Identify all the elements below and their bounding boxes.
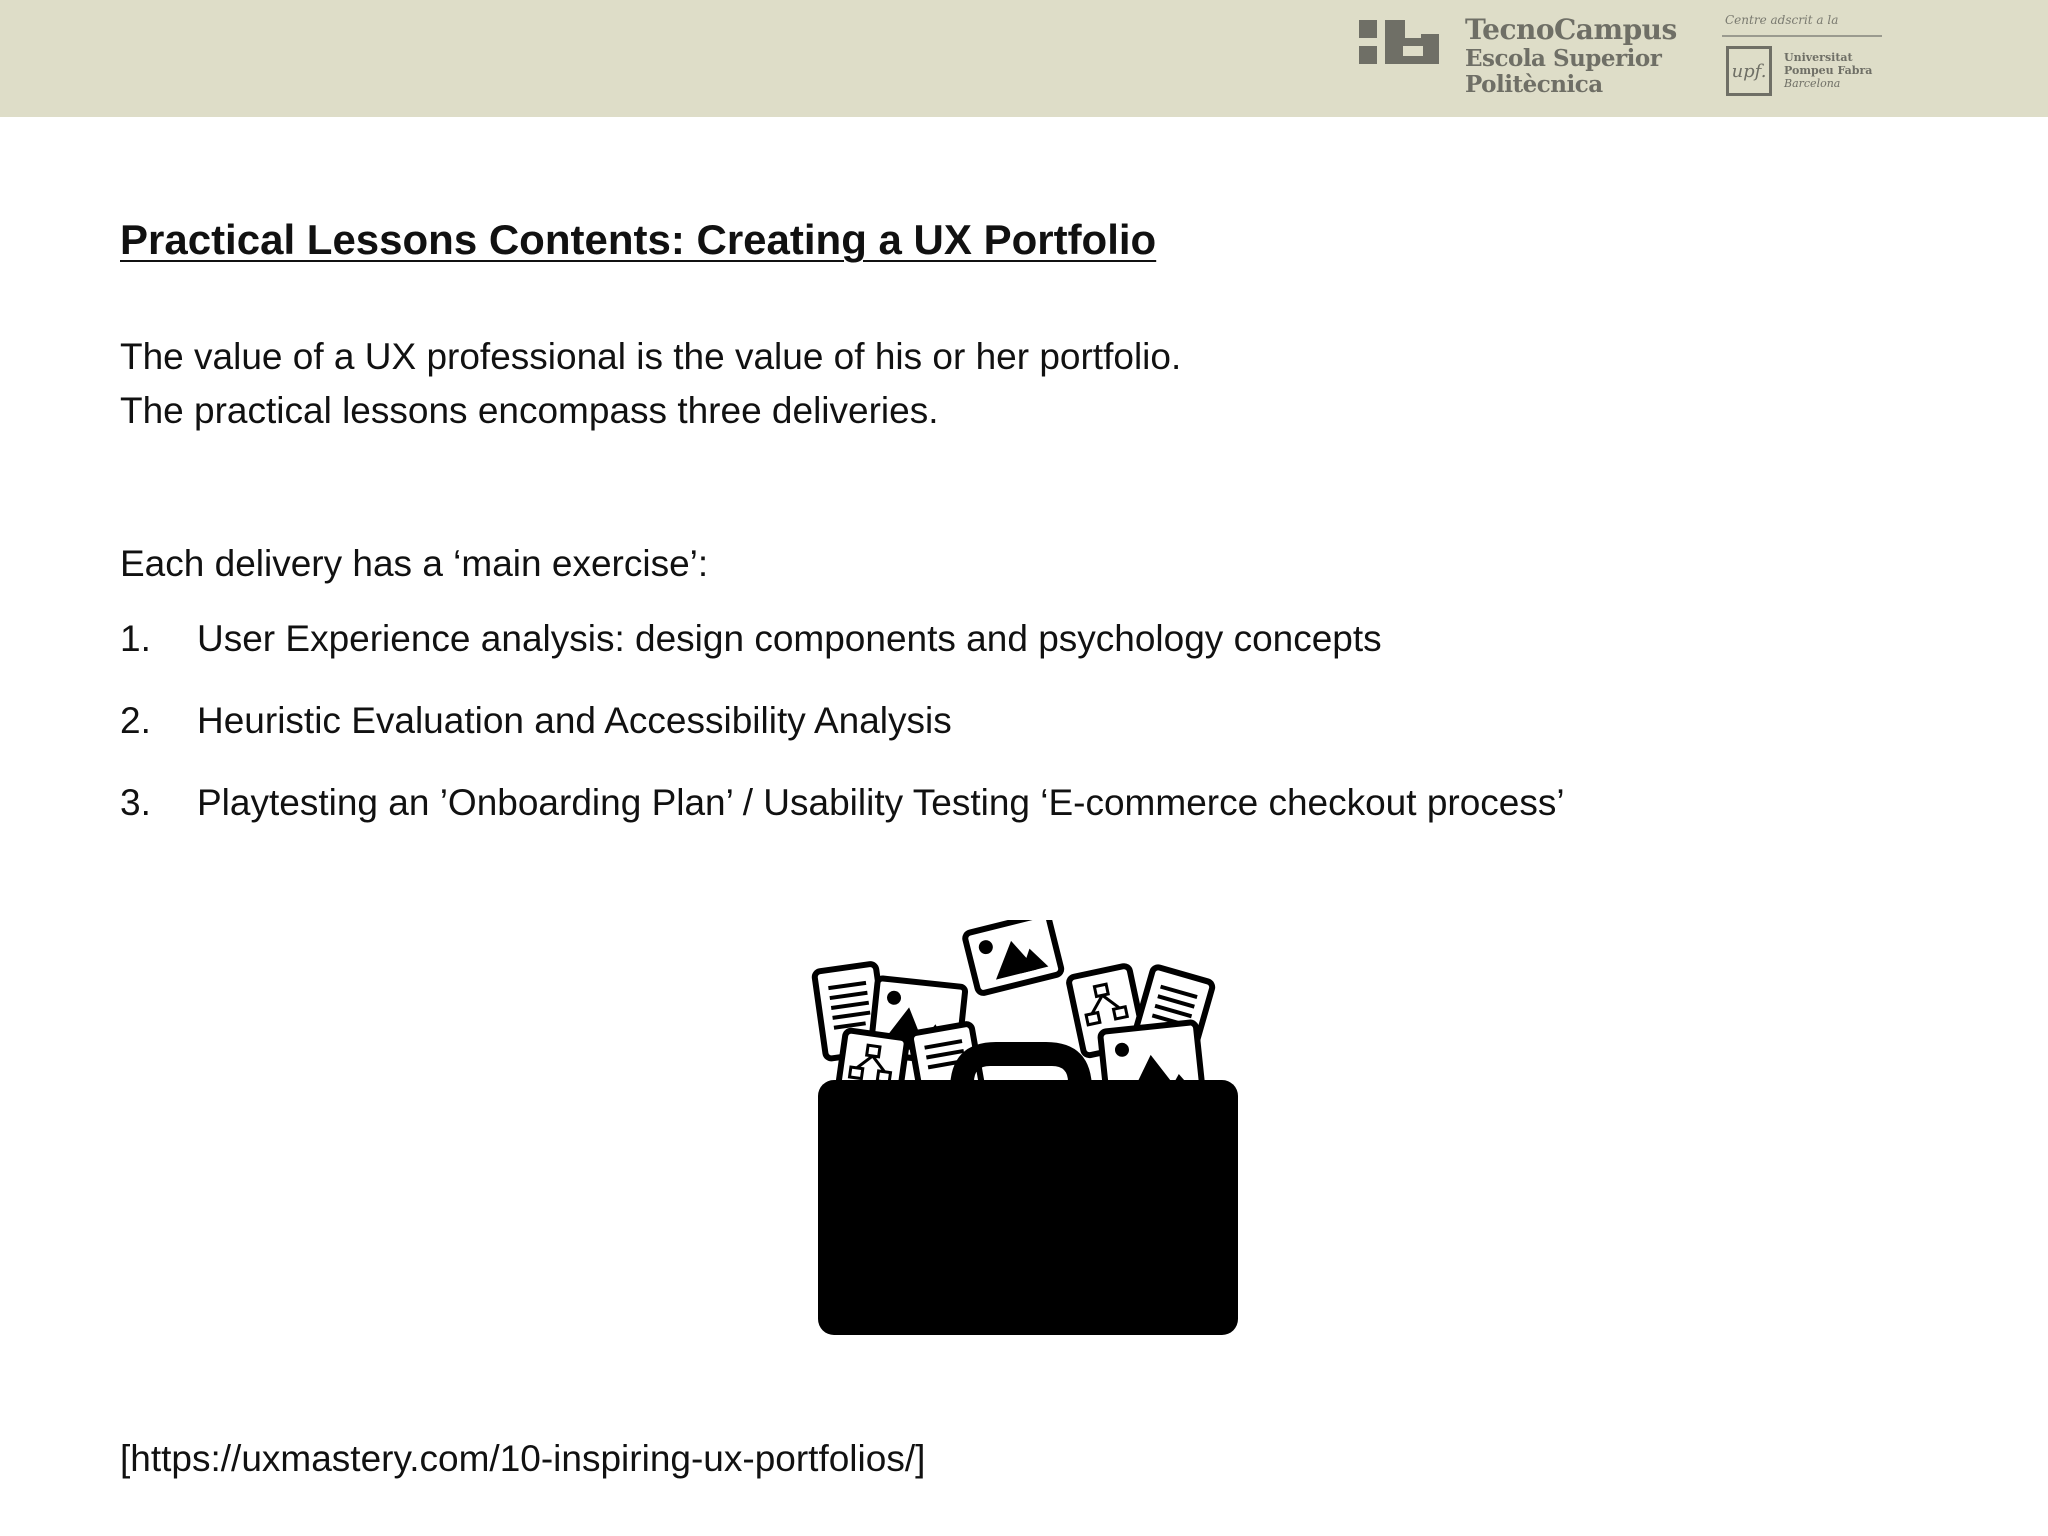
list-item-text: User Experience analysis: design components and psychology concepts — [197, 618, 1382, 659]
list-item-number: 1. — [120, 618, 151, 659]
list-item-text: Playtesting an ’Onboarding Plan’ / Usability Testing ‘E-commerce checkout process’ — [197, 782, 1565, 823]
intro-line-1: The value of a UX professional is the value of his or her portfolio. — [120, 336, 1182, 377]
list-item-text: Heuristic Evaluation and Accessibility Analysis — [197, 700, 952, 741]
institution-line1: TecnoCampus — [1465, 13, 1677, 46]
upf-name-line3: Barcelona — [1784, 77, 1841, 90]
briefcase-portfolio-icon — [800, 920, 1250, 1340]
upf-name — [1784, 51, 1872, 90]
source-link[interactable]: [https://uxmastery.com/10-inspiring-ux-portfolios/] — [120, 1438, 926, 1479]
intro-line-2: The practical lessons encompass three deliveries. — [120, 390, 939, 431]
tecnocampus-wordmark — [1465, 14, 1677, 98]
deliveries-lead: Each delivery has a ‘main exercise’: — [120, 543, 709, 584]
upf-name-line2: Pompeu Fabra — [1784, 64, 1873, 77]
institution-line3: Politècnica — [1465, 71, 1603, 98]
affiliation-caption: Centre adscrit a la — [1725, 13, 1839, 27]
briefcase-body — [818, 1080, 1238, 1335]
header-band — [0, 0, 2048, 117]
list-item-number: 2. — [120, 700, 151, 741]
upf-name-line1: Universitat — [1784, 51, 1853, 64]
slide-title: Practical Lessons Contents: Creating a UX Portfolio — [120, 216, 1157, 263]
institution-line2: Escola Superior — [1465, 45, 1662, 72]
image-icon — [964, 920, 1062, 994]
list-item-number: 3. — [120, 782, 151, 823]
tecnocampus-logo-icon — [1359, 20, 1449, 76]
upf-affiliation — [1722, 13, 1884, 103]
intro-text — [120, 330, 1181, 438]
upf-logo-icon: upf. — [1726, 46, 1772, 96]
affiliation-divider — [1722, 35, 1882, 37]
